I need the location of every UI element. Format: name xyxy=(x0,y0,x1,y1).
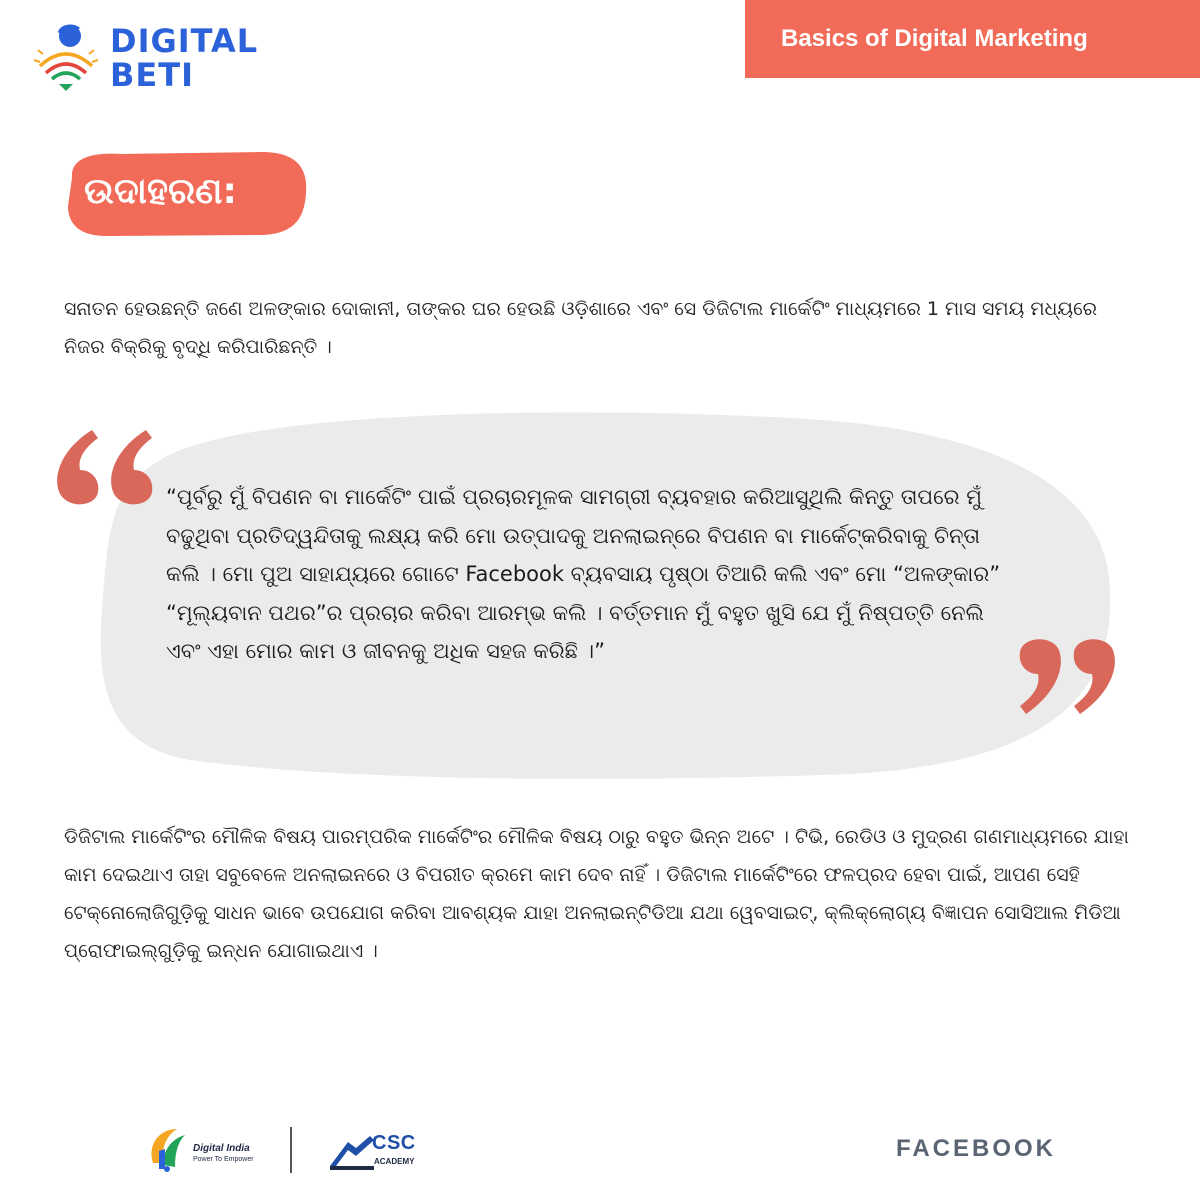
intro-paragraph: ସନାତନ ହେଉଛନ୍ତି ଜଣେ ଅଳଙ୍କାର ଦୋକାନୀ, ତାଙ୍କର ଘର ହେଉଛି ଓଡ଼ିଶାରେ ଏବଂ ସେ ଡିଜିଟାଲ ମାର୍କେଟିଂ ମାଧ୍ୟମରେ 1 ମାସ ସମୟ ମଧ୍ୟରେ ନିଜର ବିକ୍ରିକୁ ବୃଦ୍ଧି କରିପାରିଛନ୍ତି । xyxy=(64,298,1097,358)
brand-line-1: DIGITAL xyxy=(110,22,259,60)
facebook-wordmark: FACEBOOK xyxy=(896,1135,1057,1162)
digital-india-name: Digital India xyxy=(193,1143,250,1154)
digital-india-emblem-icon xyxy=(145,1125,191,1175)
csc-emblem-icon xyxy=(326,1132,376,1172)
close-quote-icon xyxy=(1018,632,1120,716)
csc-academy-logo xyxy=(326,1130,436,1174)
digital-india-wordmark xyxy=(193,1143,254,1165)
topic-banner: Basics of Digital Marketing xyxy=(745,0,1200,78)
open-quote-icon xyxy=(52,428,160,512)
digital-india-tagline: Power To Empower xyxy=(193,1156,254,1163)
footer-divider xyxy=(290,1127,292,1173)
digital-india-logo xyxy=(145,1125,265,1175)
csc-wordmark: CSC xyxy=(372,1132,416,1154)
example-heading-badge xyxy=(62,148,310,240)
brand-wordmark xyxy=(110,24,258,92)
digital-beti-emblem-icon xyxy=(30,22,102,97)
brand-line-2: BETI xyxy=(110,56,194,94)
csc-subtitle: ACADEMY xyxy=(374,1157,415,1166)
body-paragraph: ଡିଜିଟାଲ ମାର୍କେଟିଂର ମୌଳିକ ବିଷୟ ପାରମ୍ପରିକ ମାର୍କେଟିଂର ମୌଳିକ ବିଷୟ ଠାରୁ ବହୁତ ଭିନ୍ନ ଅଟେ । ଟିଭି, ରେଡିଓ ଓ ମୁଦ୍ରଣ ଗଣମାଧ୍ୟମରେ ଯାହା କାମ ଦେଇଥାଏ ତାହା ସବୁବେଳେ ଅନଲାଇନରେ ଓ ବିପରୀତ କ୍ରମେ କାମ ଦେବ ନାହିଁ । ଡିଜିଟାଲ ମାର୍କେଟିଂରେ ଫଳପ୍ରଦ ହେବା ପାଇଁ, ଆପଣ ସେହି ଟେକ୍ନୋଲୋଜିଗୁଡ଼ିକୁ ସାଧନ ଭାବେ ଉପଯୋଗ କରିବା ଆବଶ୍ୟକ ଯାହା ଅନଲାଇନ୍ଟିଡିଆ ଯଥା ୱେବସାଇଟ୍, କ୍ଲିକ୍ଲୋଗ୍ୟ ବିଜ୍ଞାପନ ସୋସିଆଲ ମିଡିଆ ପ୍ରୋଫାଇଲ୍ଗୁଡ଼ିକୁ ଇନ୍ଧନ ଯୋଗାଇଥାଏ । xyxy=(64,826,1129,962)
testimonial-quote: “ପୂର୍ବରୁ ମୁଁ ବିପଣନ ବା ମାର୍କେଟିଂ ପାଇଁ ପ୍ରଚାରମୂଳକ ସାମଗ୍ରୀ ବ୍ୟବହାର କରିଆସୁଥିଲି କିନ୍ତୁ ତାପରେ ମୁଁ ବଢୁଥିବା ପ୍ରତିଦ୍ୱନ୍ଦିତାକୁ ଲକ୍ଷ୍ୟ କରି ମୋ ଉତ୍ପାଦକୁ ଅନଲାଇନ୍‌ରେ ବିପଣନ ବା ମାର୍କେଟ୍‌କରିବାକୁ ଚିନ୍ତା କଲି । ମୋ ପୁଅ ସାହାଯ୍ୟରେ ଗୋଟେ Facebook ବ୍ୟବସାୟ ପୃଷ୍ଠା ତିଆରି କଲି ଏବଂ ମୋ “ଅଳଙ୍କାର” “ମୂଲ୍ୟବାନ ପଥର”ର ପ୍ରଚାର କରିବା ଆରମ୍ଭ କଲି । ବର୍ତ୍ତମାନ ମୁଁ ବହୁତ ଖୁସି ଯେ ମୁଁ ନିଷ୍ପତ୍ତି ନେଲି ଏବଂ ଏହା ମୋର କାମ ଓ ଜୀବନକୁ ଅଧିକ ସହଜ କରିଛି ।” xyxy=(166,485,1001,663)
page-heading: ଉଦାହରଣ: xyxy=(84,171,237,212)
digital-beti-logo xyxy=(30,22,270,97)
